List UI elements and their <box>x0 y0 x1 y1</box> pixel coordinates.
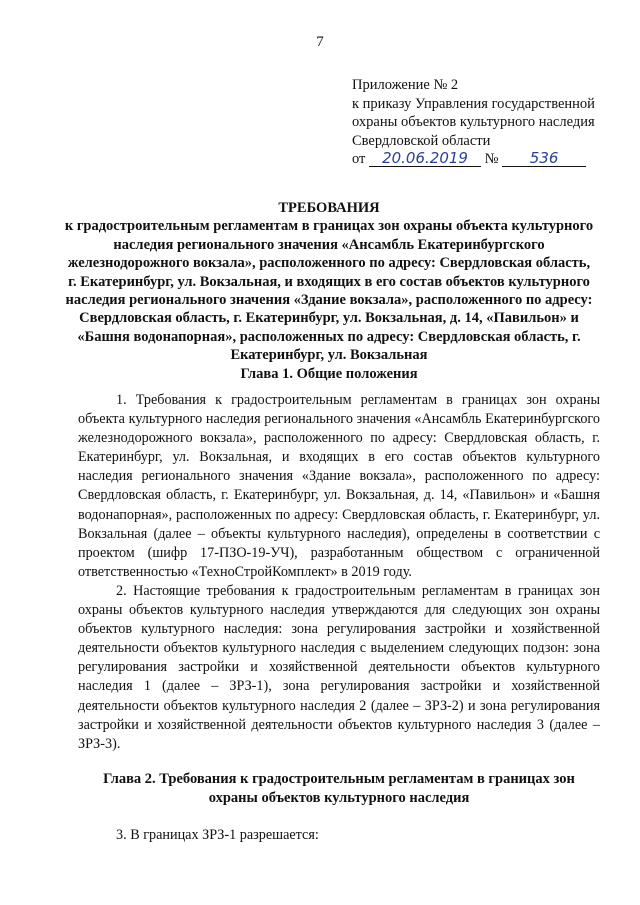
appendix-region-line: Свердловской области <box>352 132 491 149</box>
appendix-authority-line: охраны объектов культурного наследия <box>352 114 595 130</box>
page-number: 7 <box>316 34 324 50</box>
document-heading <box>62 199 596 383</box>
chapter-2-heading <box>78 770 600 808</box>
document-title: ТРЕБОВАНИЯ <box>278 200 380 216</box>
chapter-2-heading-line-2: охраны объектов культурного наследия <box>208 790 470 806</box>
chapter-1-heading: Глава 1. Общие положения <box>240 365 418 382</box>
chapter-2-heading-line-1: Глава 2. Требования к градостроительным регламентам в границах зон <box>103 771 575 787</box>
appendix-date-line <box>352 150 632 169</box>
chapter-1-body <box>78 391 600 754</box>
number-prefix: № <box>484 151 499 167</box>
handwritten-date: 20.06.2019 <box>369 150 481 167</box>
handwritten-number: 536 <box>502 150 586 167</box>
document-subtitle: к градостроительным регламентам в границах зон охраны объекта культурного наследия регионального значения «Ансамбль Екатеринбургского железнодорожного вокзала», расположенного по адресу: Свердловская область, г. Екатеринбург, ул. Вокзальная, и входящих в его состав объектов культурного наследия регионального значения «Здание вокзала», расположенного по адресу: Свердловская область, г. Екатеринбург, ул. Вокзальная, д. 14, «Павильон» и «Башня водонапорная», расположенных по адресу: Свердловская область, г. Екатеринбург, ул. Вокзальная <box>64 218 594 364</box>
paragraph-2: 2. Настоящие требования к градостроительным регламентам в границах зон охраны объектов культурного наследия утверждаются для следующих зон охраны объектов культурного наследия: зона регулирования застройки и хозяйственной деятельности объектов культурного наследия с выделением следующих подзон: зона регулирования застройки и хозяйственной деятельности объектов культурного наследия 1 (далее – ЗРЗ-1), зона регулирования застройки и хозяйственной деятельности объектов культурного наследия 2 (далее – ЗРЗ-2) и зона регулирования застройки и хозяйственной деятельности объектов культурного наследия 3 (далее – ЗРЗ-3). <box>78 582 600 752</box>
appendix-title: Приложение № 2 <box>352 77 459 93</box>
paragraph-1: 1. Требования к градостроительным регламентам в границах зон охраны объекта культурного наследия регионального значения «Ансамбль Екатеринбургского железнодорожного вокзала», расположенного по адресу: Свердловская область, г. Екатеринбург, ул. Вокзальная, и входящих в его состав объектов культурного наследия регионального значения «Здание вокзала», расположенного по адресу: Свердловская область, г. Екатеринбург, ул. Вокзальная, д. 14, «Павильон» и «Башня водонапорная», расположенных по адресу: Свердловская область, г. Екатеринбург, ул. Вокзальная (далее – объекты культурного наследия), определены в соответствии с проектом (шифр 17-ПЗО-19-УЧ), разработанным обществом с ограниченной ответственностью «ТехноСтройКомплект» в 2019 году. <box>78 392 600 580</box>
date-prefix: от <box>352 151 366 167</box>
paragraph-3: 3. В границах ЗРЗ-1 разрешается: <box>116 827 319 843</box>
appendix-order-line: к приказу Управления государственной <box>352 95 595 112</box>
appendix-block <box>352 76 632 169</box>
